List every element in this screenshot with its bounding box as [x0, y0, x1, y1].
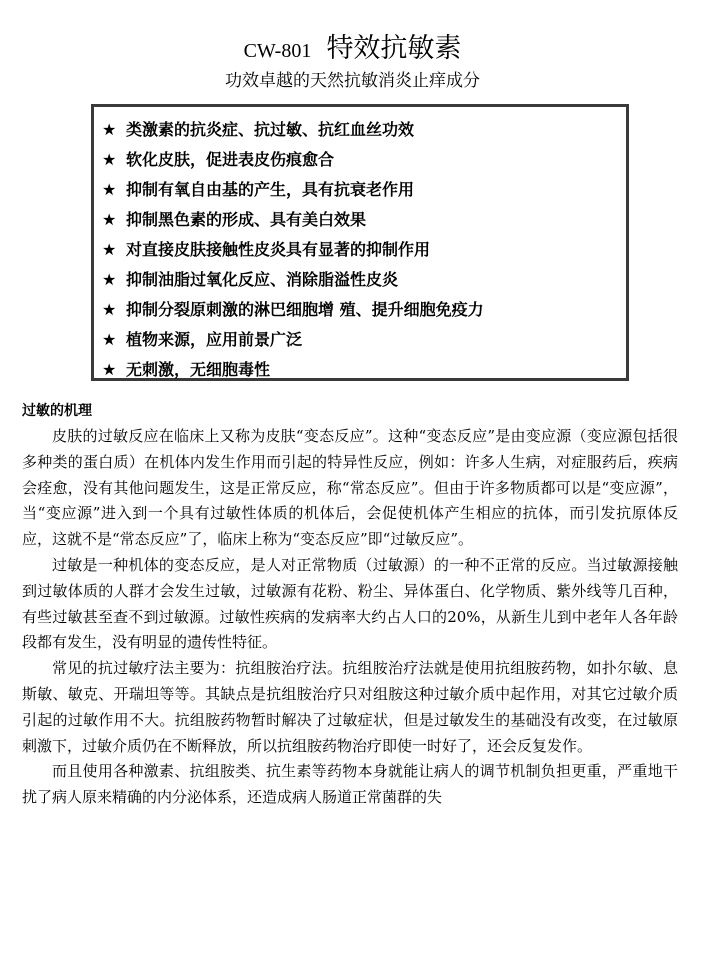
- feature-item: [102, 265, 626, 295]
- feature-item: [102, 205, 626, 235]
- star-icon: ★: [102, 240, 117, 259]
- feature-item: [102, 235, 626, 265]
- feature-text: 对直接皮肤接触性皮炎具有显著的抑制作用: [126, 240, 431, 259]
- feature-item: [102, 145, 626, 175]
- paragraph: 过敏是一种机体的变态反应，是人对正常物质（过敏源）的一种不正常的反应。当过敏源接触到过敏体质的人群才会发生过敏，过敏源有花粉、粉尘、异体蛋白、化学物质、紫外线等几百种，有些过敏甚至查不到过敏源。过敏性疾病的发病率大约占人口的20%，从新生儿到中老年人各年龄段都有发生，没有明显的遗传性特征。: [22, 555, 678, 652]
- feature-item: [102, 175, 626, 205]
- star-icon: ★: [102, 360, 117, 379]
- paragraph: 常见的抗过敏疗法主要为：抗组胺治疗法。抗组胺治疗法就是使用抗组胺药物，如扑尔敏、息斯敏、敏克、开瑞坦等等。其缺点是抗组胺治疗只对组胺这种过敏介质中起作用，对其它过敏介质引起的过敏作用不大。抗组胺药物暂时解决了过敏症状，但是过敏发生的基础没有改变，在过敏原刺激下，过敏介质仍在不断释放，所以抗组胺药物治疗即使一时好了，还会反复发作。: [22, 659, 678, 755]
- feature-item: [102, 295, 626, 325]
- feature-text: 植物来源，应用前景广泛: [126, 330, 303, 349]
- paragraph: 而且使用各种激素、抗组胺类、抗生素等药物本身就能让病人的调节机制负担更重，严重地干扰了病人原来精确的内分泌体系，还造成病人肠道正常菌群的失: [22, 762, 678, 807]
- feature-text: 类激素的抗炎症、抗过敏、抗红血丝功效: [126, 120, 415, 139]
- feature-box: [91, 104, 629, 381]
- feature-text: 抑制黑色素的形成、具有美白效果: [126, 210, 367, 229]
- feature-text: 抑制分裂原刺激的淋巴细胞增 殖、提升细胞免疫力: [126, 300, 484, 319]
- feature-list: [94, 107, 626, 385]
- star-icon: ★: [102, 330, 117, 349]
- subtitle: 功效卓越的天然抗敏消炎止痒成分: [225, 71, 480, 91]
- star-icon: ★: [102, 120, 117, 139]
- star-icon: ★: [102, 210, 117, 229]
- product-name: 特效抗敏素: [326, 33, 462, 64]
- article-body: [22, 424, 678, 811]
- feature-text: 无刺激，无细胞毒性: [126, 360, 271, 379]
- feature-text: 软化皮肤，促进表皮伤痕愈合: [126, 150, 335, 169]
- paragraph: 皮肤的过敏反应在临床上又称为皮肤“变态反应”。这种“变态反应”是由变应源（变应源包括很多种类的蛋白质）在机体内发生作用而引起的特异性反应，例如：许多人生病，对症服药后，疾病会痊愈，没有其他问题发生，这是正常反应，称“常态反应”。但由于许多物质都可以是“变应源”，当“变应源”进入到一个具有过敏性体质的机体后，会促使机体产生相应的抗体，而引发抗原体反应，这就不是“常态反应”了，临床上称为“变态反应”即“过敏反应”。: [22, 427, 678, 549]
- star-icon: ★: [102, 180, 117, 199]
- title-row: [0, 26, 705, 65]
- section-title: 过敏的机理: [22, 403, 92, 419]
- star-icon: ★: [102, 270, 117, 289]
- feature-item: [102, 115, 626, 145]
- star-icon: ★: [102, 300, 117, 319]
- product-code: CW-801: [243, 40, 312, 62]
- feature-text: 抑制有氧自由基的产生，具有抗衰老作用: [126, 180, 415, 199]
- feature-item: [102, 325, 626, 355]
- feature-text: 抑制油脂过氧化反应、消除脂溢性皮炎: [126, 270, 399, 289]
- star-icon: ★: [102, 150, 117, 169]
- feature-item: [102, 355, 626, 385]
